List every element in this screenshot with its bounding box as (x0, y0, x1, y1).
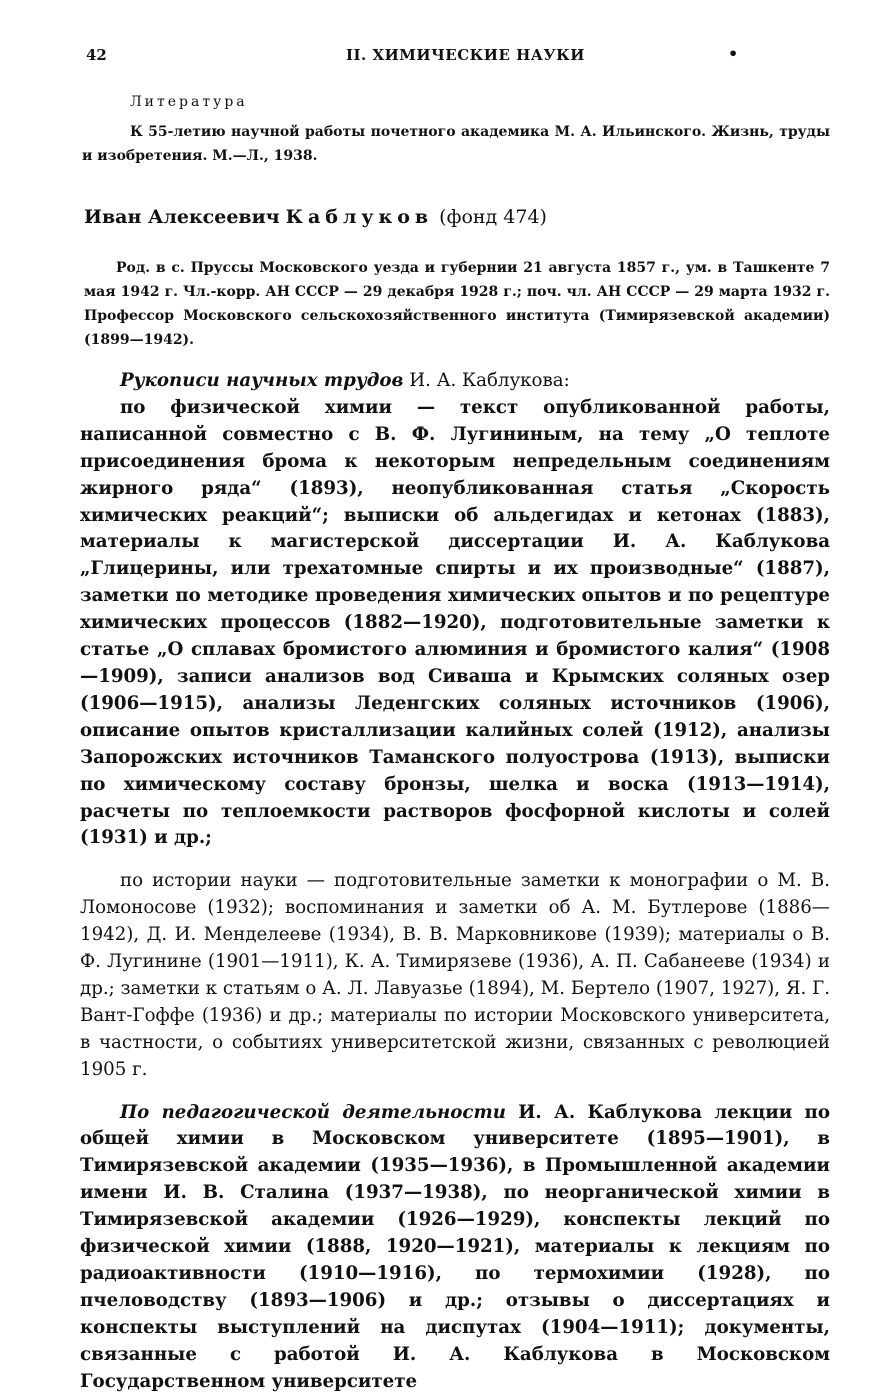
literature-heading: Литература (130, 94, 248, 110)
literature-text: К 55-летию научной работы почетного академика М. А. Ильинского. Жизнь, труды и изобретения. М.—Л., 1938. (82, 124, 830, 164)
pedagogy-intro-italic: По педагогической деятельности (120, 1101, 506, 1123)
pedagogy-paragraph (80, 1100, 830, 1396)
physical-chemistry-paragraph: по физической химии — текст опубликованной работы, написанной совместно с В. Ф. Лугининым, на тему „О теплоте присоединения брома к некоторым непредельным соединениям жирного ряда“ (1893), неопубликованная статья „Скорость химических реакций“; выписки об альдегидах и кетонах (1883), материалы к магистерской диссертации И. А. Каблукова „Глицерины, или трехатомные спирты и их производные“ (1887), заметки по методике проведения химических опытов и по рецептуре химических процессов (1882—1920), подготовительные заметки к статье „О сплавах бромистого алюминия и бромистого калия“ (1908—1909), записи анализов вод Сиваша и Крымских соляных озер (1906—1915), анализы Леденгских соляных источников (1906), описание опытов кристаллизации калийных солей (1912), анализы Запорожских источников Таманского полуострова (1913), выписки по химическому составу бронзы, шелка и воска (1913—1914), расчеты по теплоемкости растворов фосфорной кислоты и солей (1931) и др.; (80, 396, 830, 849)
history-of-science-paragraph: по истории науки — подготовительные заметки к монографии о М. В. Ломоносове (1932); воспоминания и заметки об А. М. Бутлерове (1886—1942), Д. И. Менделееве (1934), В. В. Марковникове (1939); материалы о В. Ф. Лугинине (1901—1911), К. А. Тимирязеве (1936), А. П. Сабанееве (1934) и др.; заметки к статьям о А. Л. Лавуазье (1894), М. Бертело (1907, 1927), Я. Г. Вант-Гоффе (1936) и др.; материалы по истории Московского университета, в частности, о событиях университетской жизни, связанных с революцией 1905 г. (80, 870, 830, 1080)
person-surname: Каблуков (285, 206, 434, 228)
person-name: Иван Алексеевич (84, 206, 280, 228)
bullet-mark: • (728, 44, 739, 63)
manuscripts-intro-italic: Рукописи научных трудов (120, 370, 404, 391)
pedagogy-text: И. А. Каблукова лекции по общей химии в Московском университете (1895—1901), в Тимирязевской академии (1935—1936), в Промышленной академии имени И. В. Сталина (1937—1938), по неорганической химии в Тимирязевской академии (1926—1929), конспекты лекций по физической химии (1888, 1920—1921), материалы к лекциям по радиоактивности (1910—1916), по термохимии (1928), по пчеловодству (1893—1906) и др.; отзывы о диссертациях и конспекты выступлений на диспутах (1904—1911); документы, связанные с работой И. А. Каблукова в Московском Государственном университете (80, 1101, 830, 1392)
running-header (86, 46, 786, 70)
page-number: 42 (86, 46, 107, 64)
manuscripts-intro (80, 368, 830, 395)
manuscripts-intro-rest: И. А. Каблукова: (403, 370, 570, 391)
fond-number: (фонд 474) (439, 206, 547, 228)
person-heading (84, 206, 547, 228)
main-text (80, 368, 830, 1396)
section-title: II. ХИМИЧЕСКИЕ НАУКИ (346, 46, 585, 64)
biography-paragraph: Род. в с. Пруссы Московского уезда и губернии 21 августа 1857 г., ум. в Ташкенте 7 мая 1942 г. Чл.-корр. АН СССР — 29 декабря 1928 г.; поч. чл. АН СССР — 29 марта 1932 г. Профессор Московского сельскохозяйственного института (Тимирязевской академии) (1899—1942). (84, 260, 830, 348)
